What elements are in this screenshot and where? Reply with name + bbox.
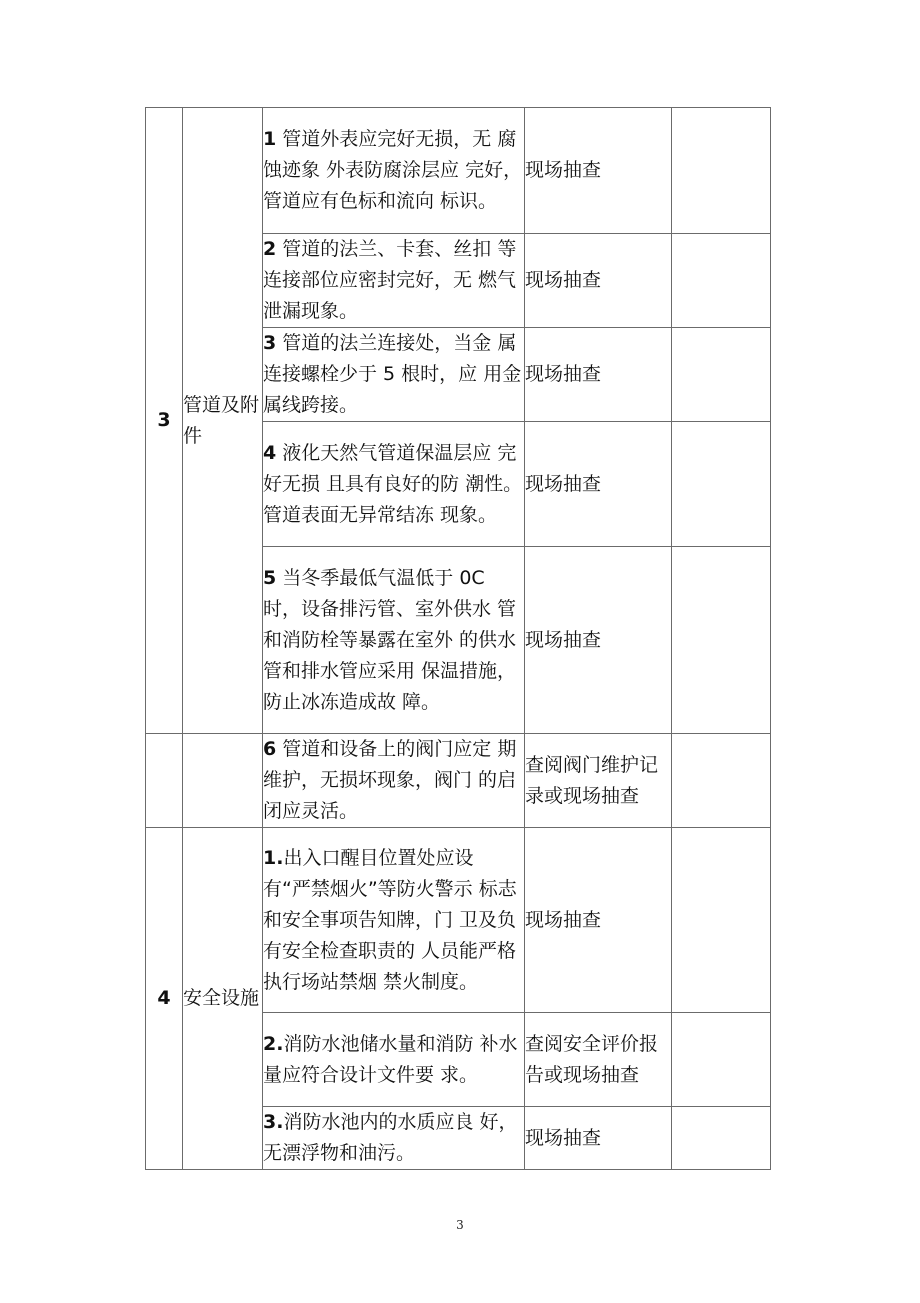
check-result bbox=[672, 828, 771, 1013]
item-text: 消防水池内的水质应良 好，无漂浮物和油污。 bbox=[263, 1111, 518, 1164]
item-text: 管道的法兰连接处，当金 属连接螺栓少于 5 根时，应 用金属线跨接。 bbox=[263, 332, 522, 416]
check-item bbox=[263, 234, 525, 328]
inspection-table bbox=[145, 107, 771, 1170]
check-method: 现场抽查 bbox=[525, 422, 672, 547]
check-item bbox=[263, 547, 525, 734]
item-text: 消防水池储水量和消防 补水量应符合设计文件要 求。 bbox=[263, 1032, 518, 1086]
item-number: 4 bbox=[263, 441, 277, 464]
check-method: 现场抽查 bbox=[525, 234, 672, 328]
item-text: 当冬季最低气温低于 0C 时，设备排污管、室外供水 管和消防栓等暴露在室外 的供水管和排水管应采用 保温措施，防止冰冻造成故 障。 bbox=[263, 566, 517, 713]
check-item bbox=[263, 734, 525, 828]
item-number: 1. bbox=[263, 846, 284, 869]
check-method: 现场抽查 bbox=[525, 547, 672, 734]
check-result bbox=[672, 1013, 771, 1107]
check-item bbox=[263, 828, 525, 1013]
check-result bbox=[672, 547, 771, 734]
table-row bbox=[146, 734, 771, 828]
item-text: 管道和设备上的阀门应定 期维护，无损坏现象，阀门 的启闭应灵活。 bbox=[263, 738, 517, 822]
check-item bbox=[263, 108, 525, 234]
item-text: 出入口醒目位置处应设 有“严禁烟火”等防火警示 标志和安全事项告知牌，门 卫及负有安全检查职责的 人员能严格执行场站禁烟 禁火制度。 bbox=[263, 846, 517, 993]
item-text: 液化天然气管道保温层应 完好无损 且具有良好的防 潮性。管道表面无异常结冻 现象。 bbox=[263, 441, 523, 526]
check-result bbox=[672, 734, 771, 828]
section-number bbox=[146, 734, 183, 828]
check-method: 查阅阀门维护记录或现场抽查 bbox=[525, 734, 672, 828]
item-number: 5 bbox=[263, 566, 277, 589]
item-number: 3. bbox=[263, 1111, 284, 1133]
check-result bbox=[672, 328, 771, 422]
table-row bbox=[146, 828, 771, 1013]
check-method: 现场抽查 bbox=[525, 1107, 672, 1170]
section-category: 安全设施 bbox=[183, 828, 263, 1170]
check-result bbox=[672, 1107, 771, 1170]
item-number: 2 bbox=[263, 238, 277, 260]
check-item bbox=[263, 422, 525, 547]
check-method: 现场抽查 bbox=[525, 108, 672, 234]
item-number: 2. bbox=[263, 1032, 284, 1055]
section-number: 4 bbox=[146, 828, 183, 1170]
check-result bbox=[672, 422, 771, 547]
check-method: 查阅安全评价报告或现场抽查 bbox=[525, 1013, 672, 1107]
page-number: 3 bbox=[456, 1218, 464, 1232]
item-text: 管道外表应完好无损，无 腐蚀迹象 外表防腐涂层应 完好，管道应有色标和流向 标识。 bbox=[263, 128, 523, 212]
check-method: 现场抽查 bbox=[525, 328, 672, 422]
check-item bbox=[263, 1107, 525, 1170]
check-result bbox=[672, 108, 771, 234]
section-category: 管道及附件 bbox=[183, 108, 263, 734]
section-number: 3 bbox=[146, 108, 183, 734]
item-number: 3 bbox=[263, 332, 277, 354]
item-text: 管道的法兰、卡套、丝扣 等连接部位应密封完好，无 燃气泄漏现象。 bbox=[263, 238, 517, 322]
check-item bbox=[263, 328, 525, 422]
check-method: 现场抽查 bbox=[525, 828, 672, 1013]
table-row bbox=[146, 108, 771, 234]
item-number: 1 bbox=[263, 128, 277, 150]
item-number: 6 bbox=[263, 738, 277, 760]
check-item bbox=[263, 1013, 525, 1107]
check-result bbox=[672, 234, 771, 328]
section-category bbox=[183, 734, 263, 828]
